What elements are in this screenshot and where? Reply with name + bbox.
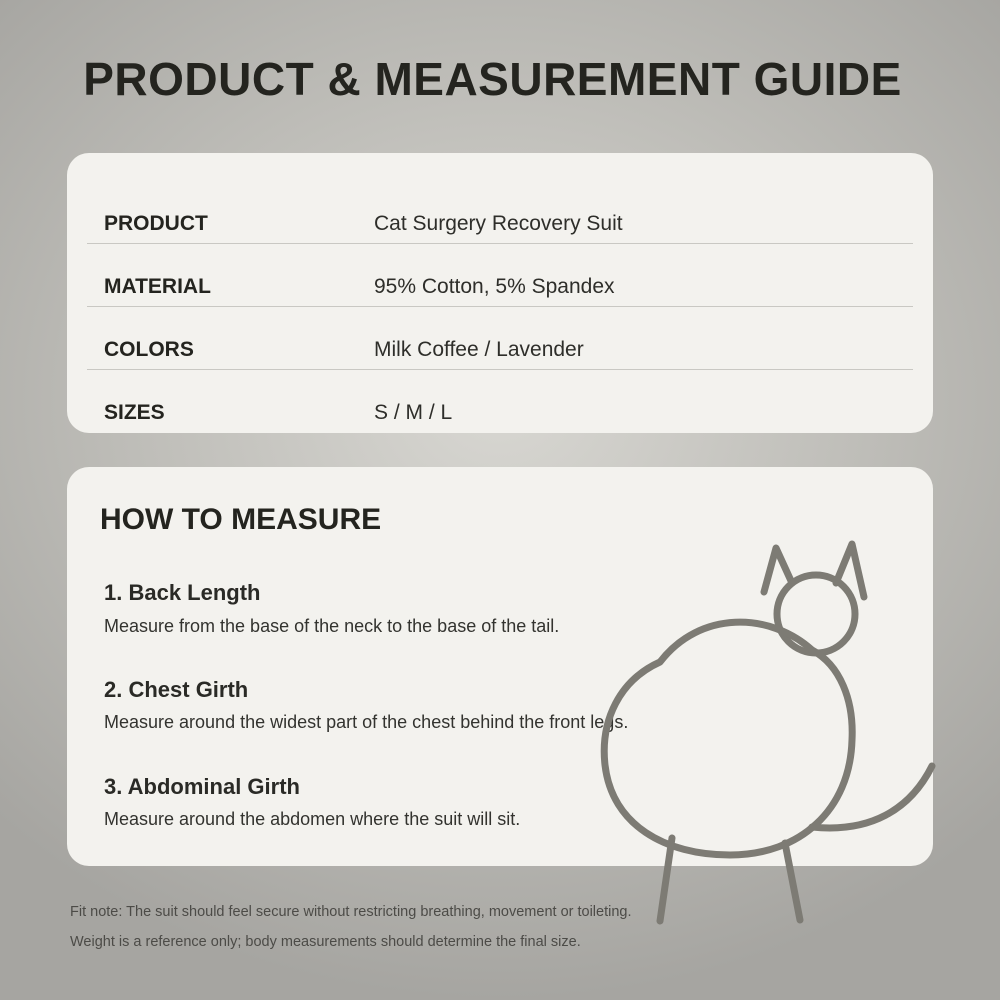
row-value: Milk Coffee / Lavender — [374, 338, 584, 361]
row-label: MATERIAL — [104, 275, 211, 298]
row-value: 95% Cotton, 5% Spandex — [374, 275, 615, 298]
cat-body — [604, 622, 852, 855]
cat-tail — [812, 766, 932, 828]
step-title-abdominal-girth: 3. Abdominal Girth — [104, 774, 300, 799]
weight-note: Weight is a reference only; body measurements should determine the final size. — [70, 934, 581, 950]
step-desc-chest-girth: Measure around the widest part of the chest behind the front legs. — [104, 712, 629, 732]
row-value: S / M / L — [374, 401, 453, 424]
row-label: PRODUCT — [104, 212, 208, 235]
cat-right-leg — [785, 843, 800, 920]
step-desc-abdominal-girth: Measure around the abdomen where the suit will sit. — [104, 809, 521, 829]
row-value: Cat Surgery Recovery Suit — [374, 212, 623, 235]
step-title-back-length: 1. Back Length — [104, 580, 261, 605]
step-title-chest-girth: 2. Chest Girth — [104, 677, 249, 702]
page-title: PRODUCT & MEASUREMENT GUIDE — [83, 53, 902, 105]
row-label: COLORS — [104, 338, 194, 361]
cat-left-leg — [660, 838, 672, 921]
fit-note: Fit note: The suit should feel secure without restricting breathing, movement or toileting. — [70, 904, 632, 920]
how-to-measure-heading: HOW TO MEASURE — [100, 503, 382, 536]
row-label: SIZES — [104, 401, 165, 424]
cat-head — [777, 575, 855, 653]
step-desc-back-length: Measure from the base of the neck to the base of the tail. — [104, 616, 560, 636]
